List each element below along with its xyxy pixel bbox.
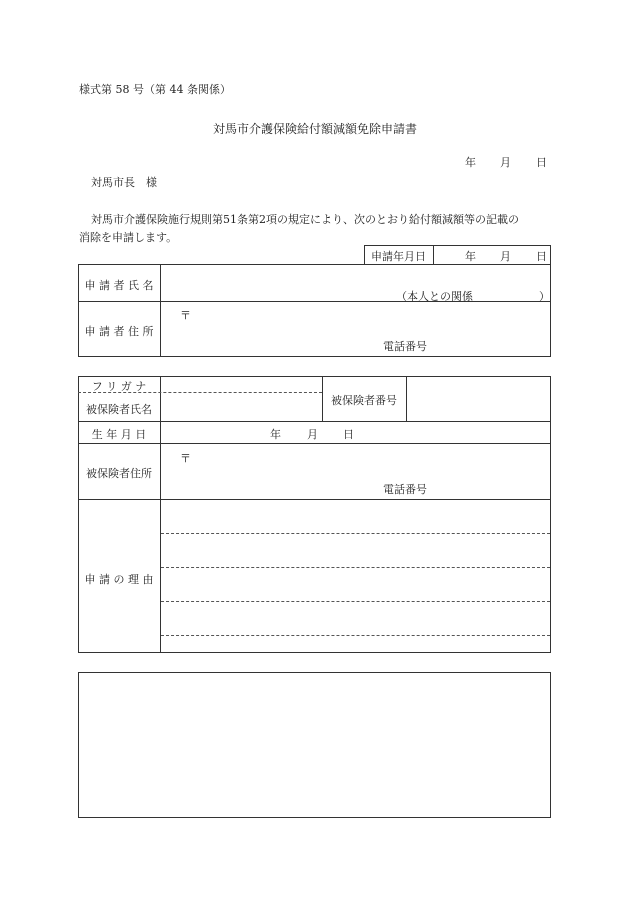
application-date-month: 月 [500,250,511,263]
reason-label: 申 請 の 理 由 [84,573,154,586]
dob-month: 月 [307,428,318,441]
application-date-label: 申請年月日 [371,250,426,263]
insured-number-field[interactable] [407,377,550,420]
applicant-name-label: 申 請 者 氏 名 [84,279,154,292]
furigana-field[interactable] [161,377,321,391]
official-use-box [78,672,551,818]
form-number: 様式第 58 号（第 44 条関係） [79,83,231,96]
reason-field[interactable] [161,500,550,652]
body-text-2: 消除を申請します。 [79,231,178,244]
applicant-relationship: （本人との関係 ） [396,290,550,303]
dob-field[interactable] [161,422,550,442]
form-title: 対馬市介護保険給付額減額免除申請書 [212,122,417,136]
date-year: 年 [465,156,476,169]
application-date-year: 年 [465,250,476,263]
insured-phone-label: 電話番号 [383,483,427,496]
date-month: 月 [500,156,511,169]
dob-year: 年 [270,428,281,441]
applicant-postal-mark: 〒 [180,309,191,322]
date-day: 日 [536,156,547,169]
dob-label: 生 年 月 日 [91,428,147,441]
insured-name-label: 被保険者氏名 [86,403,152,416]
insured-postal-mark: 〒 [180,452,191,465]
application-date-day: 日 [536,250,547,263]
insured-address-field[interactable] [161,444,550,498]
applicant-address-field[interactable] [161,302,550,356]
addressee: 対馬市長 様 [91,176,157,189]
dob-day: 日 [343,428,354,441]
insured-name-field[interactable] [161,393,321,420]
insured-number-label: 被保険者番号 [331,394,397,407]
applicant-phone-label: 電話番号 [383,340,427,353]
insured-address-label: 被保険者住所 [86,467,152,480]
body-text-1: 対馬市介護保険施行規則第51条第2項の規定により、次のとおり給付額減額等の記載の [91,213,519,226]
applicant-address-label: 申 請 者 住 所 [84,325,154,338]
furigana-label: フ リ ガ ナ [91,380,147,393]
